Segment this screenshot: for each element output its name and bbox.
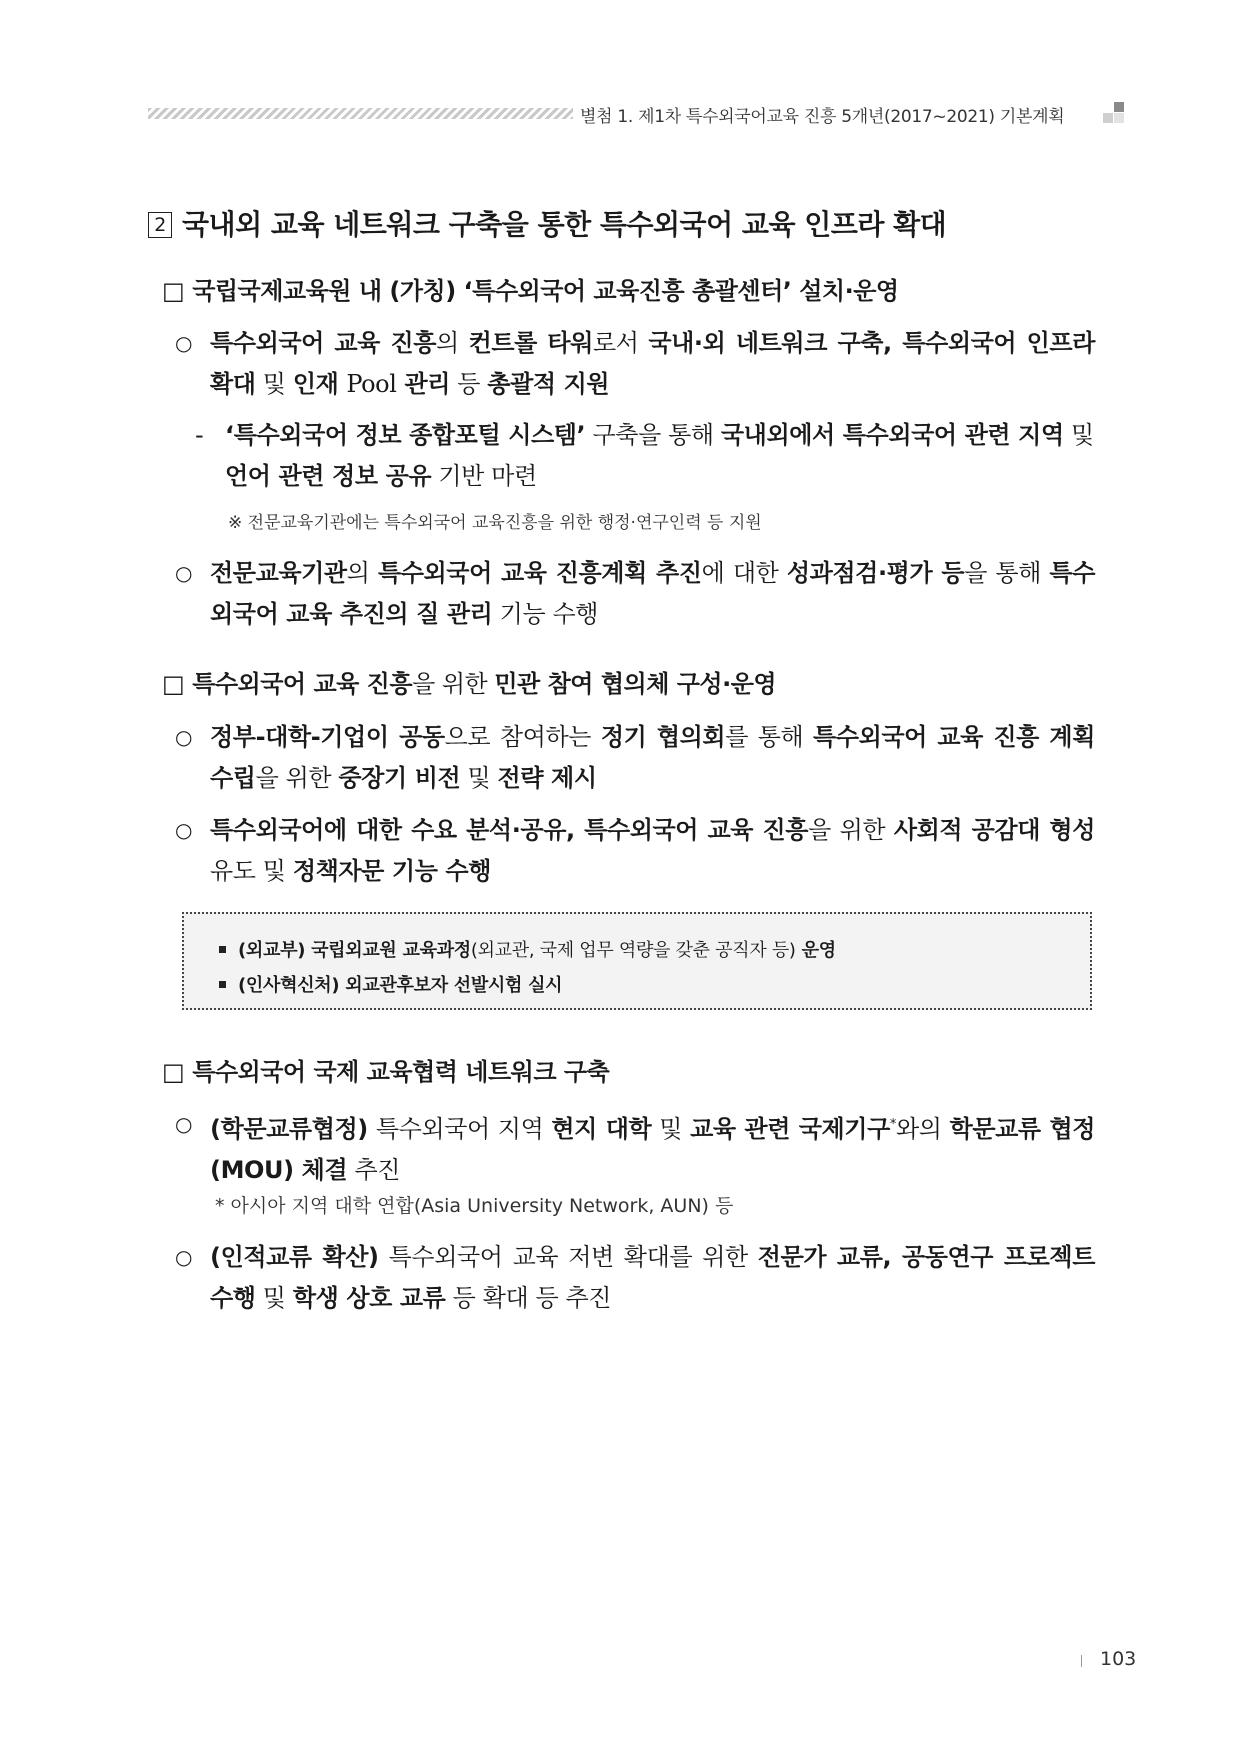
section-heading bbox=[148, 203, 946, 243]
sub-heading-3 bbox=[162, 1052, 609, 1087]
running-header bbox=[148, 100, 1123, 130]
sub-heading-text: 국립국제교육원 내 (가칭) ‘특수외국어 교육진흥 총괄센터’ 설치·운영 bbox=[192, 277, 899, 305]
header-stripe bbox=[148, 108, 573, 119]
page-number-divider bbox=[1081, 1655, 1082, 1667]
page-number: 103 bbox=[1100, 1648, 1137, 1670]
sub-paragraph-text: ‘특수외국어 정보 종합포털 시스템’ 구축을 통해 국내외에서 특수외국어 관련 지역 및 언어 관련 정보 공유 기반 마련 bbox=[225, 421, 1094, 490]
box-item-1: (외교부) 국립외교원 교육과정(외교관, 국제 업무 역량을 갖춘 공직자 등) 운영 bbox=[219, 936, 836, 962]
paragraph-1 bbox=[175, 323, 1095, 405]
circle-bullet: ○ bbox=[175, 1112, 193, 1136]
paragraph-3 bbox=[175, 717, 1095, 799]
example-box bbox=[182, 912, 1092, 1010]
section-number: 2 bbox=[148, 212, 172, 238]
sub-paragraph-1 bbox=[195, 415, 1095, 497]
square-bullet: □ bbox=[162, 670, 185, 698]
paragraph-5 bbox=[175, 1104, 1095, 1191]
reference-note-1: ※ 전문교육기관에는 특수외국어 교육진흥을 위한 행정·연구인력 등 지원 bbox=[228, 513, 762, 533]
footnote-1: * 아시아 지역 대학 연합(Asia University Network, AUN) 등 bbox=[215, 1195, 734, 1217]
circle-bullet: ○ bbox=[175, 1245, 193, 1269]
sub-heading-2: □ 특수외국어 교육 진흥을 위한 민관 참여 협의체 구성·운영 bbox=[162, 670, 777, 698]
header-square-icon bbox=[1103, 102, 1125, 124]
circle-bullet: ○ bbox=[175, 818, 193, 842]
paragraph-text: 특수외국어에 대한 수요 분석·공유, 특수외국어 교육 진흥을 위한 사회적 공감대 형성 유도 및 정책자문 기능 수행 bbox=[210, 816, 1096, 885]
square-bullet: □ bbox=[162, 1058, 185, 1086]
header-title: 별첨 1. 제1차 특수외국어교육 진흥 5개년(2017~2021) 기본계획 bbox=[580, 107, 1065, 127]
sub-heading-text: 특수외국어 국제 교육협력 네트워크 구축 bbox=[192, 1058, 610, 1086]
square-bullet: □ bbox=[162, 277, 185, 305]
paragraph-4 bbox=[175, 810, 1095, 892]
paragraph-text: 전문교육기관의 특수외국어 교육 진흥계획 추진에 대한 성과점검·평가 등을 통해 특수외국어 교육 추진의 질 관리 기능 수행 bbox=[210, 559, 1095, 628]
paragraph-text: 특수외국어 교육 진흥의 컨트롤 타워로서 국내·외 네트워크 구축, 특수외국어 인프라 확대 및 인재 Pool 관리 등 총괄적 지원 bbox=[210, 329, 1095, 398]
paragraph-6 bbox=[175, 1237, 1095, 1319]
sub-heading-1 bbox=[162, 271, 899, 306]
paragraph-text: 정부-대학-기업이 공동으로 참여하는 정기 협의회를 통해 특수외국어 교육 진흥 계획수립을 위한 중장기 비전 및 전략 제시 bbox=[210, 723, 1095, 792]
circle-bullet: ○ bbox=[175, 561, 193, 585]
section-title: 국내외 교육 네트워크 구축을 통한 특수외국어 교육 인프라 확대 bbox=[182, 208, 947, 241]
circle-bullet: ○ bbox=[175, 331, 193, 355]
paragraph-text: (학문교류협정) 특수외국어 지역 현지 대학 및 교육 관련 국제기구*와의 학문교류 협정(MOU) 체결 추진 bbox=[210, 1115, 1096, 1184]
square-bullet-icon bbox=[219, 981, 226, 988]
paragraph-2 bbox=[175, 553, 1095, 635]
box-item-2: (인사혁신처) 외교관후보자 선발시험 실시 bbox=[219, 971, 562, 997]
square-bullet-icon bbox=[219, 946, 226, 953]
circle-bullet: ○ bbox=[175, 725, 193, 749]
paragraph-text: (인적교류 확산) 특수외국어 교육 저변 확대를 위한 전문가 교류, 공동연구 프로젝트 수행 및 학생 상호 교류 등 확대 등 추진 bbox=[210, 1243, 1095, 1312]
dash-bullet: - bbox=[195, 421, 204, 449]
